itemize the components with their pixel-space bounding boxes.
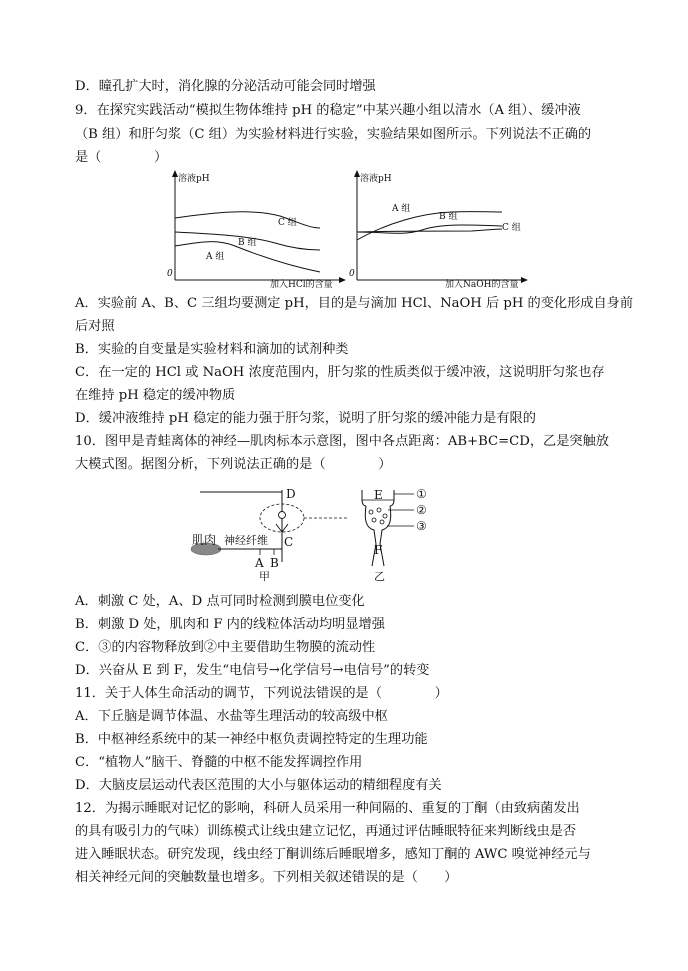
- q11-option-d: D．大脑皮层运动代表区范围的大小与躯体运动的精细程度有关: [75, 778, 442, 793]
- label-b: B 组: [439, 212, 458, 222]
- curve-a: [357, 212, 502, 240]
- vesicle-2: [377, 508, 381, 512]
- q11-option-a: A．下丘脑是调节体温、水盐等生理活动的较高级中枢: [75, 709, 388, 724]
- y-axis-label: 溶液pH: [178, 174, 210, 184]
- label-c: C 组: [278, 218, 297, 228]
- q9-option-a-line-1: A．实验前 A、B、C 三组均要测定 pH，目的是与滴加 HCl、NaOH 后 pH 的变化形成自身前: [75, 296, 634, 311]
- x-axis-label: 加入NaOH的含量: [445, 280, 519, 290]
- label-a: A 组: [392, 204, 411, 214]
- q9-chart-hcl: [160, 168, 350, 290]
- q9-option-c-line-1: C．在一定的 HCl 或 NaOH 浓度范围内，肝匀浆的性质类似于缓冲液，这说明肝匀浆也存: [75, 365, 605, 380]
- label-n3: ③: [416, 519, 427, 533]
- q12-stem-line-1: 12．为揭示睡眠对记忆的影响，科研人员采用一种间隔的、重复的丁酮（由致病菌发出: [75, 801, 580, 816]
- vesicle-3: [383, 514, 387, 518]
- caption-jia: 甲: [259, 570, 270, 583]
- q10-option-a: A．刺激 C 处，A、D 点可同时检测到膜电位变化: [75, 594, 365, 609]
- x-axis-label: 加入HCl的含量: [270, 280, 333, 290]
- vesicle-4: [372, 518, 376, 522]
- point-b: B: [270, 556, 279, 570]
- point-d: D: [286, 487, 296, 501]
- q10-figure-jia: [188, 482, 360, 586]
- q12-stem-line-3: 进入睡眠状态。研究发现，线虫经丁酮训练后睡眠增多，感知丁酮的 AWC 嗅觉神经元与: [75, 847, 591, 862]
- caption-yi: 乙: [374, 570, 385, 583]
- q8-option-d: D．瞳孔扩大时，消化腺的分泌活动可能会同时增强: [75, 79, 376, 94]
- x-axis-arrow: [521, 277, 528, 283]
- synapse-bulb: [279, 512, 286, 519]
- q11-stem: 11．关于人体生命活动的调节，下列说法错误的是（ ）: [75, 686, 448, 701]
- q9-option-b: B．实验的自变量是实验材料和滴加的试剂种类: [75, 342, 349, 357]
- vesicle-1: [369, 510, 373, 514]
- label-n2: ②: [416, 503, 427, 517]
- label-b: B 组: [238, 238, 257, 248]
- origin-label: 0: [167, 269, 173, 279]
- q12-stem-line-2: 的具有吸引力的气味）训练模式让线虫建立记忆，再通过评估睡眠特征来判断线虫是否: [75, 824, 577, 839]
- y-axis-label: 溶液pH: [360, 174, 392, 184]
- q12-stem-line-4: 相关神经元间的突触数量也增多。下列相关叙述错误的是（ ）: [75, 870, 458, 885]
- q10-figure-yi: [352, 482, 442, 586]
- origin-label: 0: [349, 269, 355, 279]
- q9-option-d: D．缓冲液维持 pH 稳定的能力强于肝匀浆，说明了肝匀浆的缓冲能力是有限的: [75, 411, 536, 426]
- q11-option-b: B．中枢神经系统中的某一神经中枢负责调控特定的生理功能: [75, 732, 428, 747]
- curve-c: [175, 212, 320, 228]
- q9-stem-line-3: 是（ ）: [75, 150, 168, 165]
- q9-stem-line-2: （B 组）和肝匀浆（C 组）为实验材料进行实验，实验结果如图所示。下列说法不正确的: [75, 127, 592, 142]
- muscle-label: 肌肉: [192, 533, 217, 547]
- q10-stem-line-1: 10．图甲是青蛙离体的神经—肌肉标本示意图，图中各点距离：AB+BC=CD，乙是突触放: [75, 434, 609, 449]
- q11-option-c: C．“植物人”脑干、脊髓的中枢不能发挥调控作用: [75, 755, 363, 770]
- q9-stem-line-1: 9．在探究实践活动“模拟生物体维持 pH 的稳定”中某兴趣小组以清水（A 组）、缓冲液: [75, 103, 581, 118]
- q9-chart-naoh: [342, 168, 532, 290]
- label-a: A 组: [206, 252, 225, 262]
- label-e: E: [374, 488, 383, 502]
- label-c: C 组: [502, 223, 521, 233]
- q10-option-d: D．兴奋从 E 到 F，发生“电信号→化学信号→电信号”的转变: [75, 663, 430, 678]
- point-c: C: [284, 535, 294, 549]
- label-n1: ①: [416, 487, 427, 501]
- fiber-label: 神经纤维: [224, 534, 268, 547]
- label-f: F: [374, 543, 383, 557]
- q9-option-c-line-2: 在维持 pH 稳定的缓冲物质: [75, 388, 236, 403]
- q10-stem-line-2: 大模式图。据图分析，下列说法正确的是（ ）: [75, 457, 392, 472]
- q9-option-a-line-2: 后对照: [75, 319, 115, 334]
- q10-option-b: B．刺激 D 处，肌肉和 F 内的线粒体活动均明显增强: [75, 617, 385, 632]
- vesicle-5: [380, 520, 384, 524]
- q10-option-c: C．③的内容物释放到②中主要借助生物膜的流动性: [75, 640, 376, 655]
- point-a: A: [255, 556, 264, 570]
